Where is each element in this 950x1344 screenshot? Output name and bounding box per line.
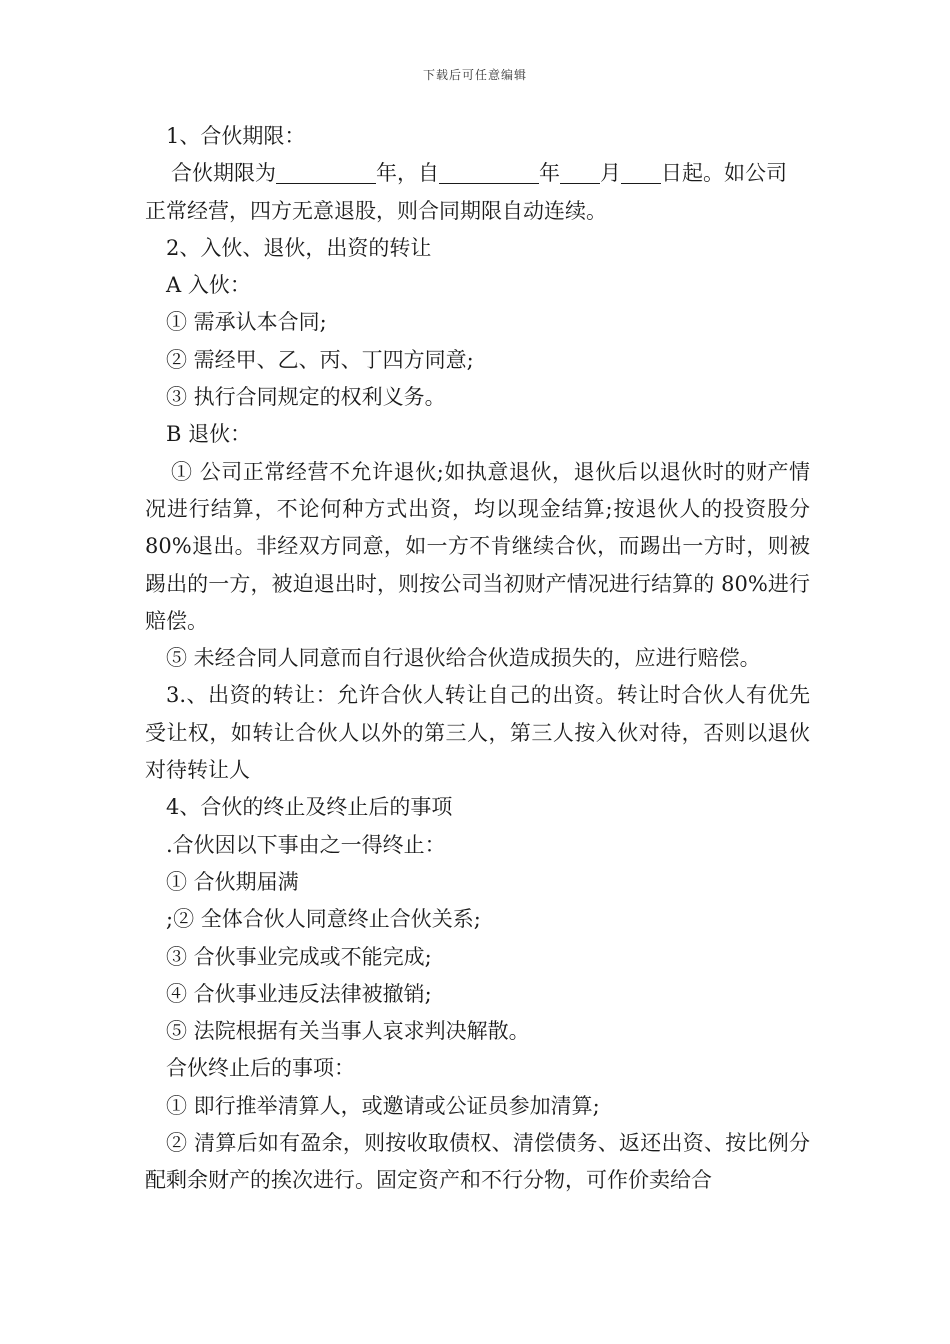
term-line	[145, 155, 810, 192]
withdraw-title: B 退伙：	[166, 422, 252, 447]
after-item-1: ① 即行推举清算人，或邀请或公证员参加清算;	[166, 1093, 600, 1118]
term-text-b: 年，自	[376, 161, 439, 186]
term-continuation: 正常经营，四方无意退股，则合同期限自动连续。	[145, 198, 607, 223]
section-1-title: 1、合伙期限：	[166, 124, 306, 148]
join-item-2: ② 需经甲、乙、丙、丁四方同意;	[166, 347, 474, 372]
termination-subtitle: .合伙因以下事由之一得终止：	[166, 832, 446, 857]
term-text-d: 月	[600, 161, 621, 186]
term-text-e: 日起。如公司	[661, 161, 787, 186]
blank-day	[621, 161, 661, 184]
termination-item-4: ④ 合伙事业违反法律被撤销;	[166, 981, 432, 1006]
page-header: 下载后可任意编辑	[422, 68, 527, 82]
term-text-c: 年	[539, 161, 560, 186]
join-item-3: ③ 执行合同规定的权利义务。	[166, 385, 446, 410]
termination-item-5: ⑤ 法院根据有关当事人哀求判决解散。	[166, 1019, 530, 1044]
term-text-a: 合伙期限为	[171, 161, 276, 186]
blank-years	[276, 161, 376, 184]
termination-item-3: ③ 合伙事业完成或不能完成;	[166, 944, 432, 969]
document-body	[145, 118, 810, 1200]
after-termination-title: 合伙终止后的事项：	[166, 1056, 355, 1081]
termination-item-1: ① 合伙期届满	[166, 869, 299, 894]
join-item-1: ① 需承认本合同;	[166, 310, 327, 335]
blank-start-year	[439, 161, 539, 184]
join-title: A 入伙：	[166, 273, 251, 298]
blank-month	[560, 161, 600, 184]
withdraw-item-1: ① 公司正常经营不允许退伙;如执意退伙，退伙后以退伙时的财产情况进行结算，不论何种方式出资，均以现金结算;按退伙人的投资股分 80%退出。非经双方同意，如一方不肯继续合伙，而踢出一方时，则被踢出的一方，被迫退出时，则按公司当初财产情况进行结算的 80%进行赔偿。	[145, 459, 810, 633]
section-3-transfer: 3.、出资的转让：允许合伙人转让自己的出资。转让时合伙人有优先受让权，如转让合伙人以外的第三人，第三人按入伙对待，否则以退伙对待转让人	[145, 683, 810, 783]
termination-item-2: ;② 全体合伙人同意终止合伙关系;	[166, 907, 481, 932]
withdraw-item-5: ⑤ 未经合同人同意而自行退伙给合伙造成损失的，应进行赔偿。	[166, 646, 761, 671]
section-4-title: 4、合伙的终止及终止后的事项	[166, 795, 453, 820]
after-item-2: ② 清算后如有盈余，则按收取债权、清偿债务、返还出资、按比例分配剩余财产的挨次进行。固定资产和不行分物，可作价卖给合	[145, 1131, 810, 1193]
section-2-title: 2、入伙、退伙，出资的转让	[166, 235, 432, 260]
